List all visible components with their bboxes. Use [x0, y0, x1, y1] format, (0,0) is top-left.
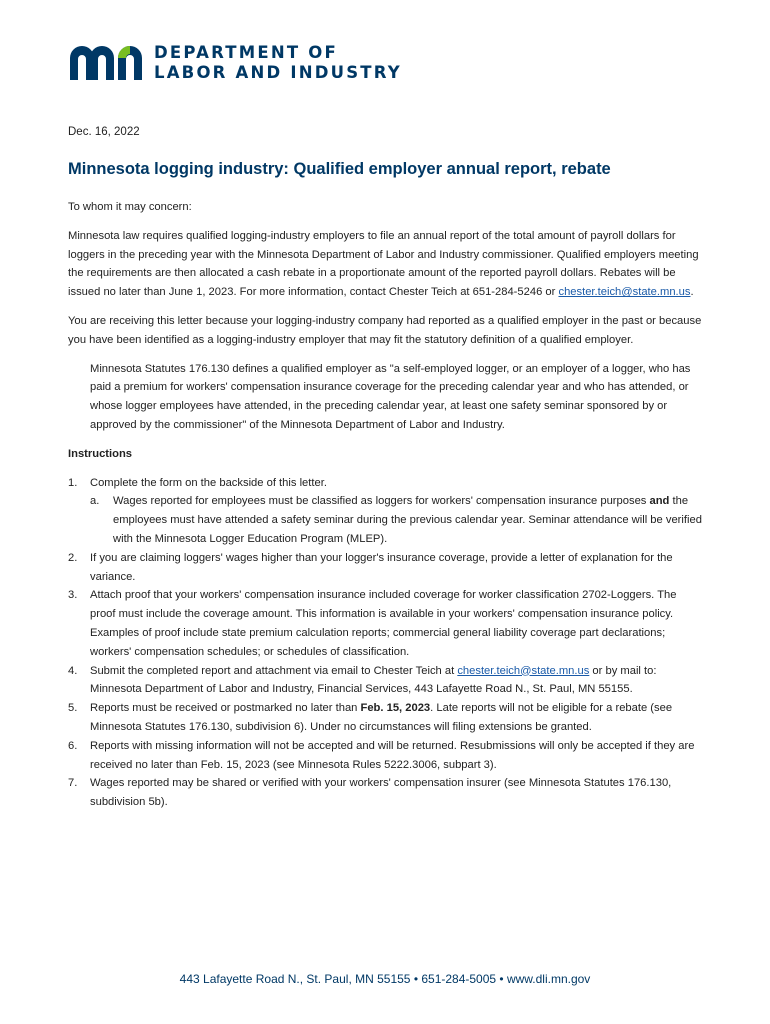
list-item [68, 774, 704, 812]
logo-wordmark [154, 42, 402, 82]
item-number: 3. [68, 589, 78, 602]
item-text-after: or by mail to: Minnesota Department of Labor and Industry, Financial Services, 443 Lafayette Road N., St. Paul, MN 55155. [90, 664, 657, 696]
letter-date: Dec. 16, 2022 [68, 126, 140, 138]
list-item [68, 474, 704, 549]
item-text-before: Submit the completed report and attachment via email to Chester Teich at [90, 664, 458, 677]
intro-end: . [690, 286, 694, 299]
sub-item-letter: a. [90, 495, 100, 508]
instructions-heading: Instructions [68, 447, 133, 460]
instructions-list [68, 474, 704, 812]
list-item [68, 586, 704, 661]
submit-email-link[interactable]: chester.teich@state.mn.us [457, 664, 590, 677]
sub-item-text-after: the employees must have attended a safety seminar during the previous calendar year. Seminar attendance will be verified with the Minnesota Logger Education Program (MLEP). [113, 495, 702, 545]
item-number: 5. [68, 702, 78, 715]
item-text: If you are claiming loggers' wages higher than your logger's insurance coverage, provide a letter of explanation for the variance. [90, 551, 673, 583]
letter-title: Minnesota logging industry: Qualified employer annual report, rebate [68, 160, 611, 178]
dli-logo [68, 44, 402, 82]
item-number: 4. [68, 664, 78, 677]
item-text: Wages reported may be shared or verified with your workers' compensation insurer (see Minnesota Statutes 176.130, subdivision 5b). [90, 777, 672, 809]
item-text: Reports with missing information will not be accepted and will be returned. Resubmissions will only be accepted if they are received no later than Feb. 15, 2023 (see Minnesota Rules 5222.3006, subpart 3). [90, 739, 695, 771]
list-item [68, 699, 704, 737]
list-item [68, 662, 704, 700]
sub-item-text-before: Wages reported for employees must be classified as loggers for workers' compensation insurance purposes [113, 495, 650, 508]
item-text: Attach proof that your workers' compensation insurance included coverage for worker classification 2702-Loggers. The proof must include the coverage amount. This information is available in your workers' compensation insurance policy. Examples of proof include state premium calculation reports; commercial general liability coverage part declarations; workers' compensation schedules; or schedules of classification. [90, 589, 677, 658]
statute-quote: Minnesota Statutes 176.130 defines a qualified employer as "a self-employed logger, or an employer of a logger, who has paid a premium for workers' compensation insurance coverage for the preceding calendar year and who has attended, or whose logger employees have attended, in the preceding calendar year, at least one safety seminar sponsored by or approved by the commissioner" of the Minnesota Department of Labor and Industry. [90, 362, 691, 431]
letter-body [68, 198, 704, 812]
logo-line-department: DEPARTMENT OF [154, 42, 338, 62]
footer-address: 443 Lafayette Road N., St. Paul, MN 55155 • 651-284-5005 • www.dli.mn.gov [179, 972, 591, 986]
intro-paragraph [68, 227, 704, 302]
intro-text: Minnesota law requires qualified logging-industry employers to file an annual report of the total amount of payroll dollars for loggers in the preceding year with the Minnesota Department of Labor and Industry commissioner. Qualified employers meeting the requirements are then allocated a cash rebate in a proportionate amount of the reported payroll dollars. Rebates will be issued no later than June 1, 2023. For more information, contact Chester Teich at 651-284-5246 or [68, 229, 699, 299]
item-number: 6. [68, 739, 78, 752]
sub-list-item [90, 492, 704, 548]
reason-paragraph: You are receiving this letter because your logging-industry company had reported as a qualified employer in the past or because you have been identified as a logging-industry employer that may fit the statutory definition of a qualified employer. [68, 314, 702, 346]
item-text-before: Reports must be received or postmarked no later than [90, 702, 361, 715]
deadline-bold: Feb. 15, 2023 [360, 702, 431, 715]
item-number: 2. [68, 551, 78, 564]
list-item [68, 737, 704, 775]
sub-list [90, 492, 704, 548]
item-number: 7. [68, 777, 78, 790]
logo-line-labor-industry: LABOR AND INDUSTRY [154, 63, 402, 82]
list-item [68, 549, 704, 587]
item-number: 1. [68, 476, 78, 489]
mn-logo-icon [68, 44, 146, 82]
item-text: Complete the form on the backside of this letter. [90, 476, 327, 489]
sub-item-bold: and [649, 495, 670, 508]
salutation: To whom it may concern: [68, 201, 192, 213]
contact-email-link[interactable]: chester.teich@state.mn.us [558, 286, 691, 299]
item-text-after: . Late reports will not be eligible for a rebate (see Minnesota Statutes 176.130, subdivision 6). Under no circumstances will filing extensions be granted. [90, 702, 673, 733]
